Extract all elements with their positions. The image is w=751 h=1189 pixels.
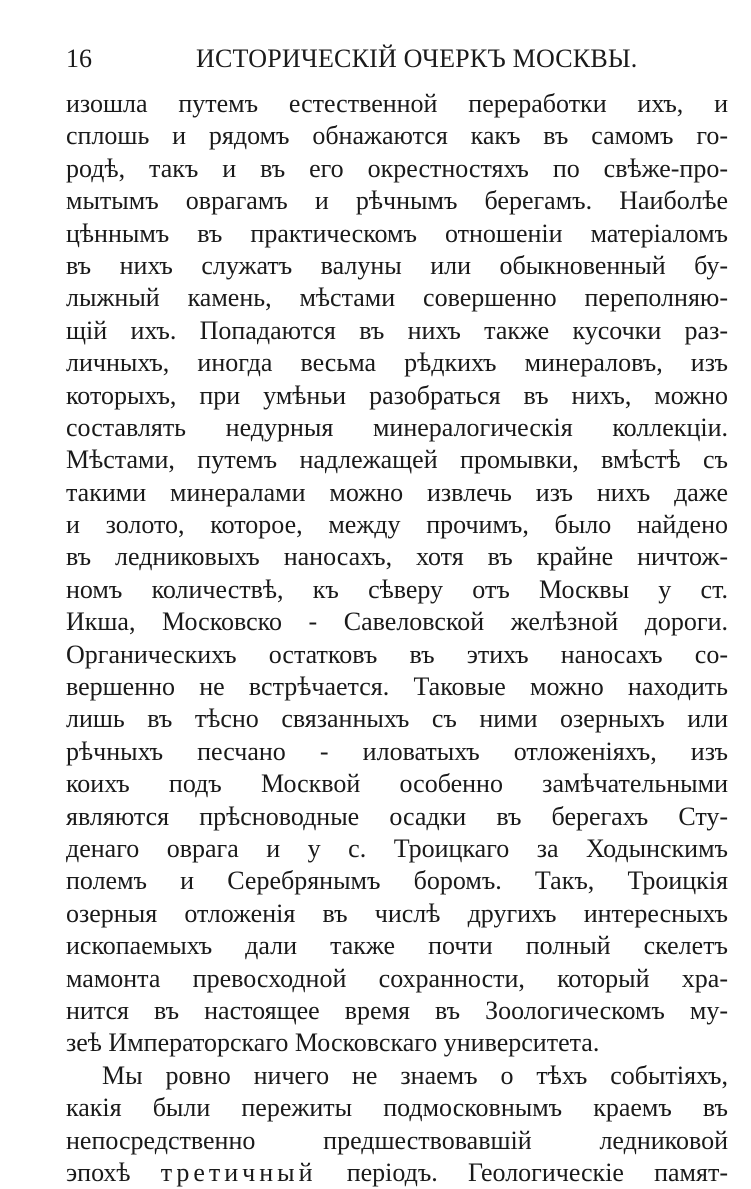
- text-line-last: [66, 1157, 728, 1189]
- page-header: [66, 42, 728, 76]
- body-text: [66, 88, 728, 1189]
- text-line-paragraph-end: зеѣ Императорскаго Московскаго университета.: [66, 1028, 600, 1058]
- text-line: озерныя отложенія въ числѣ другихъ интересныхъ: [66, 898, 728, 928]
- text-line: мытымъ оврагамъ и рѣчнымъ берегамъ. Наиболѣе: [66, 186, 728, 216]
- text-line: Органическихъ остатковъ въ этихъ наносахъ со-: [66, 639, 728, 669]
- text-line: лыжный камень, мѣстами совершенно переполняю-: [66, 283, 728, 313]
- text-line: сплошь и рядомъ обнажаются какъ въ самомъ го-: [66, 121, 728, 151]
- text-line: изошла путемъ естественной переработки ихъ, и: [66, 89, 728, 118]
- text-line-paragraph-start: Мы ровно ничего не знаемъ о тѣхъ событіяхъ,: [102, 1060, 728, 1090]
- text-line: цѣннымъ въ практическомъ отношеніи матеріаломъ: [66, 218, 728, 248]
- text-line: такими минералами можно извлечь изъ нихъ даже: [66, 477, 728, 507]
- text-line: Икша, Московско - Савеловской желѣзной дороги.: [66, 607, 728, 637]
- text-line: нится въ настоящее время въ Зоологическомъ му-: [66, 995, 728, 1025]
- text-line: коихъ подъ Москвой особенно замѣчательными: [66, 769, 728, 799]
- text-line: въ ледниковыхъ наносахъ, хотя въ крайне ничтож-: [66, 542, 728, 572]
- text-line: номъ количествѣ, къ сѣверу отъ Москвы у ст.: [66, 574, 728, 604]
- text-line: ископаемыхъ дали также почти полный скелетъ: [66, 931, 728, 961]
- text-line: родѣ, такъ и въ его окрестностяхъ по свѣже-про-: [66, 153, 728, 183]
- text-line: непосредственно предшествовавшій ледниковой: [66, 1125, 728, 1155]
- text-line: рѣчныхъ песчано - иловатыхъ отложеніяхъ, изъ: [66, 736, 728, 766]
- text-line: какія были пережиты подмосковнымъ краемъ въ: [66, 1093, 728, 1123]
- text-line: и золото, которое, между прочимъ, было найдено: [66, 510, 728, 540]
- text-line: щій ихъ. Попадаются въ нихъ также кусочки раз-: [66, 315, 728, 345]
- text-line: полемъ и Серебрянымъ боромъ. Такъ, Троицкія: [66, 866, 728, 896]
- text-line: личныхъ, иногда весьма рѣдкихъ минераловъ, изъ: [66, 348, 728, 378]
- page-number: 16: [66, 44, 92, 73]
- text-line: лишь въ тѣсно связанныхъ съ ними озерныхъ или: [66, 704, 728, 734]
- text-line: денаго оврага и у с. Троицкаго за Ходынскимъ: [66, 833, 728, 863]
- text-line: которыхъ, при умѣньи разобраться въ нихъ, можно: [66, 380, 728, 410]
- text-line: мамонта превосходной сохранности, который хра-: [66, 963, 728, 993]
- text-line: являются прѣсноводные осадки въ берегахъ Сту-: [66, 801, 728, 831]
- running-head: ИСТОРИЧЕСКІЙ ОЧЕРКЪ МОСКВЫ.: [196, 44, 638, 73]
- text-line: составлять недурныя минералогическія коллекціи.: [66, 412, 728, 442]
- last-line-after: періодъ. Геологическіе памят-: [316, 1157, 728, 1187]
- last-line-before: эпохѣ: [66, 1157, 161, 1187]
- text-line: вершенно не встрѣчается. Таковые можно находить: [66, 672, 728, 702]
- text-line: въ нихъ служатъ валуны или обыкновенный бу-: [66, 250, 728, 280]
- spaced-word: третичный: [160, 1157, 317, 1187]
- text-line: Мѣстами, путемъ надлежащей промывки, вмѣстѣ съ: [66, 445, 728, 475]
